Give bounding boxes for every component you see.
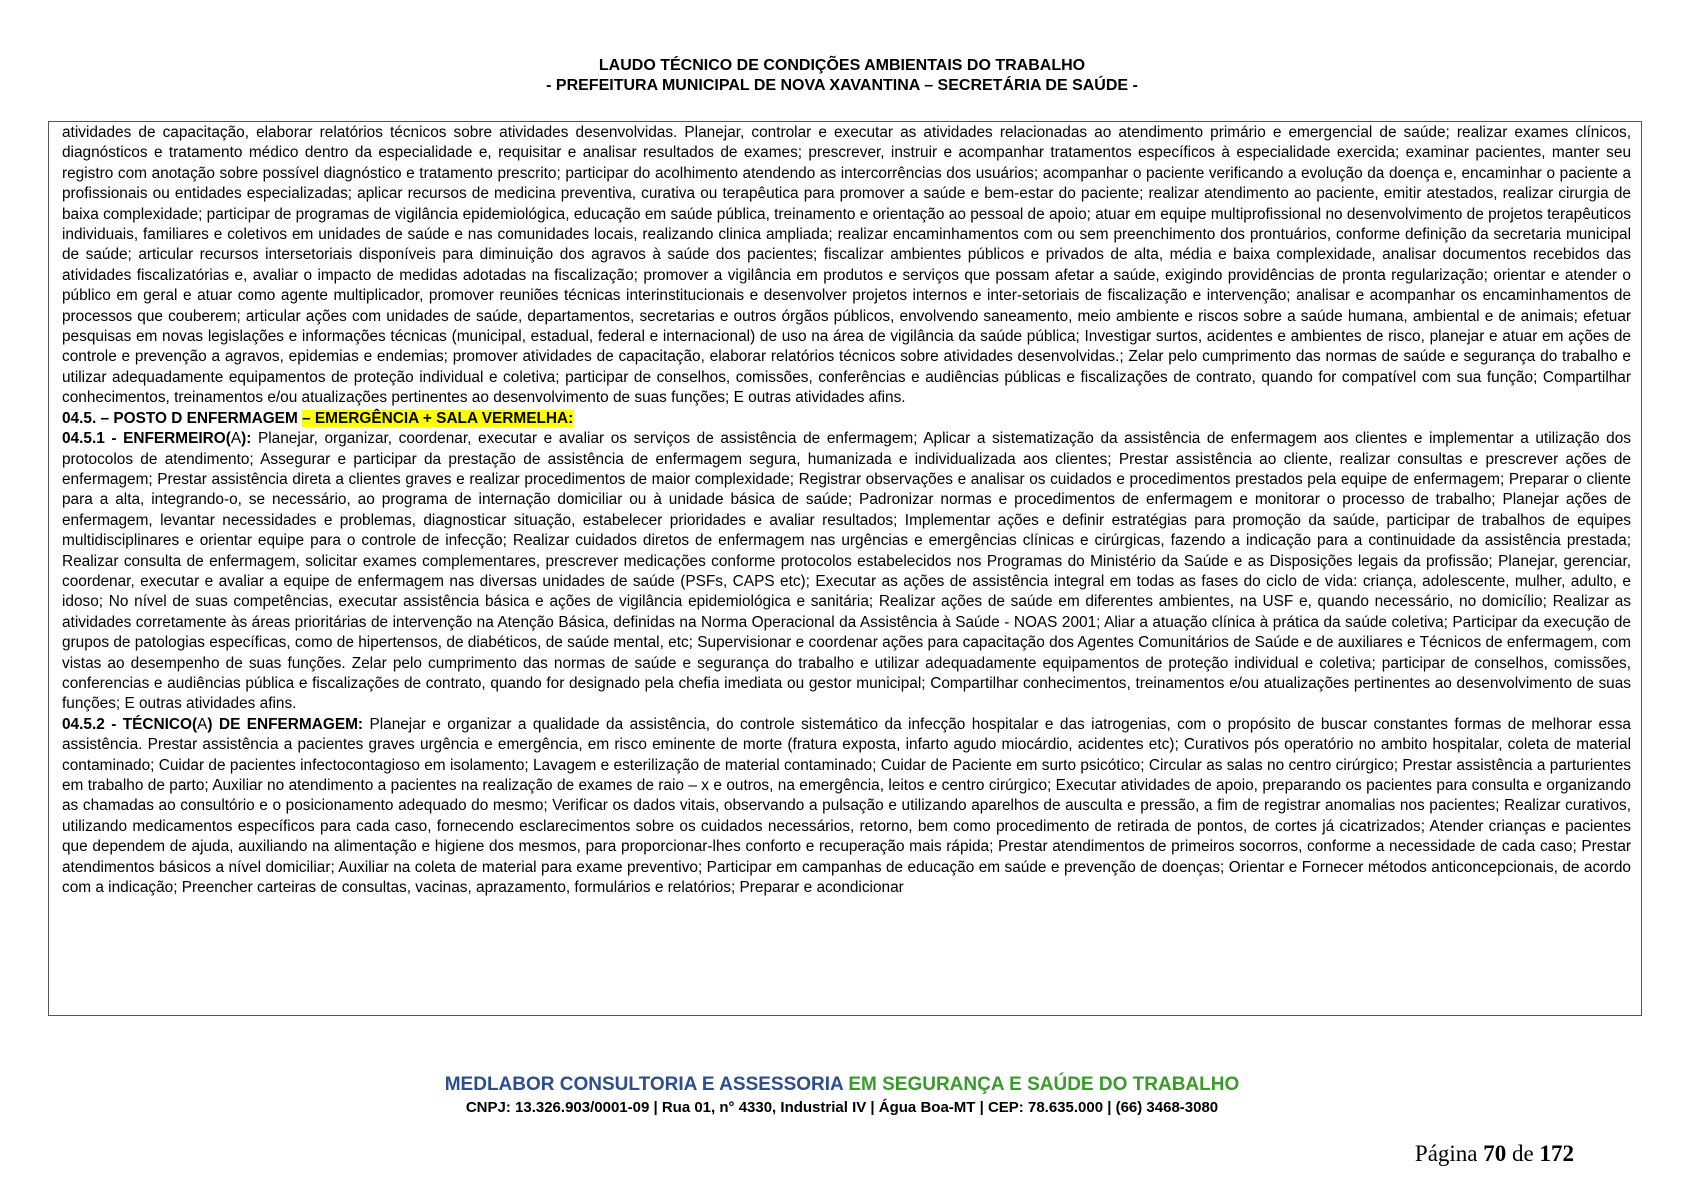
company-contact: CNPJ: 13.326.903/0001-09 | Rua 01, n° 4330, Industrial IV | Água Boa-MT | CEP: 78.635.000 | (66) 3468-3080 <box>465 1099 1219 1116</box>
enfermeiro-text: Planejar, organizar, coordenar, executar e avaliar os serviços de assistência de enfermagem; Aplicar a sistematização da assistência de enfermagem aos clientes e implementar a utilização dos protocolos de atendimento; Assegurar e participar da prestação de assistência de enfermagem segura, humanizada e individualizada aos clientes; Prestar assistência ao cliente, realizar consultas e prescrever ações de enfermagem; Prestar assistência direta a clientes graves e realizar procedimentos de maior complexidade; Registrar observações e analisar os cuidados e procedimentos prestados pela equipe de enfermagem; Preparar o cliente para a alta, integrando-o, se necessário, ao programa de internação domiciliar ou à unidade básica de saúde; Padronizar normas e procedimentos de enfermagem e monitorar o processo de trabalho; Planejar ações de enfermagem, levantar necessidades e problemas, diagnosticar situação, estabelecer prioridades e avaliar resultados; Implementar ações e definir estratégias para promoção da saúde, participar de trabalhos de equipes multidisciplinares e orientar equipe para o controle de infecção; Realizar cuidados diretos de enfermagem nas urgências e emergências clínicas e cirúrgicas, fazendo a indicação para a continuidade da assistência prestada; Realizar consulta de enfermagem, solicitar exames complementares, prescrever medicações conforme protocolos estabelecidos nos Programas do Ministério da Saúde e as Disposições legais da profissão; Planejar, gerenciar, coordenar, executar e avaliar a equipe de enfermagem nas diversas unidades de saúde (PSFs, CAPS etc); Executar as ações de assistência integral em todas as fases do ciclo de vida: criança, adolescente, mulher, adulto, e idoso; No nível de suas competências, executar assistência básica e ações de vigilância epidemiológica e sanitária; Realizar ações de saúde em diferentes ambientes, na USF e, quando necessário, no domicílio; Realizar as atividades corretamente às áreas prioritárias de intervenção na Atenção Básica, definidas na Norma Operacional da Assistência à Saúde - NOAS 2001; Aliar a atuação clínica à prática da saúde coletiva; Participar da execução de grupos de patologias específicas, como de hipertensos, de diabéticos, de saúde mental, etc; Supervisionar e coordenar ações para capacitação dos Agentes Comunitários de Saúde e de auxiliares e Técnicos de enfermagem, com vistas ao desempenho de suas funções. Zelar pelo cumprimento das normas de saúde e segurança do trabalho e utilizar adequadamente equipamentos de proteção individual e coletiva; participar de conselhos, comissões, conferencias e audiências pública e fiscalizações de contrato, quando for designado pela chefia imediata ou gestor municipal; Compartilhar conhecimentos, treinamentos e/ou atualizações pertinentes ao desenvolvimento de suas funções; E outras atividades afins. <box>62 430 1632 713</box>
continuation-paragraph: atividades de capacitação, elaborar relatórios técnicos sobre atividades desenvolvidas. Planejar, controlar e executar as atividades relacionadas ao atendimento primário e emergencial de saúde; realizar exames clínicos, diagnósticos e tratamento médico dentro da especialidade e, requisitar e analisar resultados de exames; prescrever, instruir e acompanhar tratamentos específicos à especialidade exercida; examinar pacientes, manter seu registro com anotação sobre possível diagnóstico e tratamento prescrito; participar do acolhimento atendendo as intercorrências dos usuários; acompanhar o paciente verificando a evolução da doença e, encaminhar o paciente a profissionais ou entidades especializadas; aplicar recursos de medicina preventiva, curativa ou terapêutica para promover a saúde e bem-estar do paciente; realizar atendimento ao paciente, emitir atestados, realizar cirurgia de baixa complexidade; participar de programas de vigilância epidemiológica, educação em saúde pública, treinamento e orientação ao pessoal de apoio; atuar em equipe multiprofissional no desenvolvimento de projetos terapêuticos individuais, familiares e coletivos em unidades de saúde e nas comunidades locais, realizando clinica ampliada; realizar encaminhamentos com ou sem preenchimento dos prontuários, conforme definição da secretaria municipal de saúde; articular recursos intersetoriais disponíveis para diminuição dos agravos à saúde dos pacientes; fiscalizar ambientes públicos e privados de alta, média e baixa complexidade, analisar documentos recebidos das atividades fiscalizatórias e, avaliar o impacto de medidas adotadas na fiscalização; promover a vigilância em produtos e serviços que possam afetar a saúde, exigindo providências de pronta regularização; orientar e atender o público em geral e atuar como agente multiplicador, promover reuniões técnicas interinstitucionais e desenvolver projetos internos e inter-setoriais de fiscalização e intervenção; analisar e acompanhar os encaminhamentos de processos que couberem; articular ações com unidades de saúde, departamentos, secretarias e outros órgãos públicos, envolvendo saneamento, meio ambiente e riscos sobre a saúde humana, ambiental e de animais; efetuar pesquisas em novas legislações e informações técnicas (municipal, estadual, federal e internacional) de uso na área de vigilância da saúde pública; Investigar surtos, acidentes e ambientes de risco, planejar e atuar em ações de controle e prevenção a agravos, epidemias e endemias; promover atividades de capacitação, elaborar relatórios técnicos sobre atividades desenvolvidas.; Zelar pelo cumprimento das normas de saúde e segurança do trabalho e utilizar adequadamente equipamentos de proteção individual e coletiva; participar de conselhos, comissões, conferências e audiências públicas e fiscalizações de contrato, quando for compatível com sua função; Compartilhar conhecimentos, treinamentos e/ou atualizações pertinentes ao desenvolvimento de suas funções; E outras atividades afins. <box>62 124 1631 407</box>
section-heading-highlight: – EMERGÊNCIA + SALA VERMELHA: <box>302 409 574 427</box>
tecnico-title-a: A <box>197 715 208 733</box>
tecnico-title: 04.5.2 - TÉCNICO( <box>62 715 198 733</box>
header-title: LAUDO TÉCNICO DE CONDIÇÕES AMBIENTAIS DO TRABALHO <box>598 57 1086 74</box>
tecnico-text: Planejar e organizar a qualidade da assistência, do controle sistemático da infecção hospitalar e das iatrogenias, com o propósito de buscar constantes formas de melhorar essa assistência. Prestar assistência a pacientes graves urgência e emergência, em risco eminente de morte (fratura exposta, infarto agudo miocárdio, acidentes etc); Curativos pós operatório no ambito hospitalar, coleta de material contaminado; Cuidar de pacientes infectocontagioso em isolamento; Lavagem e esterilização de material contaminado; Cuidar de Paciente em surto psicótico; Circular as salas no centro cirúrgico; Prestar assistência a parturientes em trabalho de parto; Auxiliar no atendimento a pacientes na realização de exames de raio – x e outros, na emergência, leitos e centro cirúrgico; Executar atividades de apoio, preparando os pacientes para consulta e organizando as chamadas ao consultório e o posicionamento adequado do mesmo; Verificar os dados vitais, observando a pulsação e utilizando aparelhos de ausculta e pressão, a fim de registrar anomalias nos pacientes; Realizar curativos, utilizando medicamentos específicos para cada caso, fornecendo esclarecimentos sobre os cuidados necessários, retorno, bem como procedimento de retirada de pontos, de cortes já cicatrizados; Atender crianças e pacientes que dependem de ajuda, auxiliando na alimentação e higiene dos mesmos, para proporcionar-lhes conforto e recuperação mais rápida; Prestar atendimentos de primeiros socorros, conforme a necessidade de cada caso; Prestar atendimentos básicos a nível domiciliar; Auxiliar na coleta de material para exame preventivo; Participar em campanhas de educação em saúde e prevenção de doenças; Orientar e Fornecer métodos anticoncepcionais, de acordo com a indicação; Preencher carteiras de consultas, vacinas, aprazamento, formulários e relatórios; Preparar e acondicionar <box>62 715 1631 897</box>
company-name-blue: MEDLABOR CONSULTORIA E ASSESSORIA <box>444 1074 844 1095</box>
page-number: Página 70 de 172 <box>1414 1141 1574 1166</box>
page-total: 172 <box>1539 1141 1574 1166</box>
header-subtitle: - PREFEITURA MUNICIPAL DE NOVA XAVANTINA – SECRETÁRIA DE SAÚDE - <box>546 77 1138 94</box>
section-heading-text: 04.5. – POSTO D ENFERMAGEM <box>62 409 303 427</box>
enfermeiro-title-a: A <box>230 430 242 448</box>
enfermeiro-title: 04.5.1 - ENFERMEIRO( <box>62 430 231 448</box>
document-footer <box>0 1073 1684 1118</box>
tecnico-paragraph: 04.5.2 - TÉCNICO(A) DE ENFERMAGEM: Planejar e organizar a qualidade da assistência, do controle sistemático da infecção hospitalar e das iatrogenias, com o propósito de buscar constantes formas de melhorar essa assistência. Prestar assistência a pacientes graves urgência e emergência, em risco eminente de morte (fratura exposta, infarto agudo miocárdio, acidentes etc); Curativos pós operatório no ambito hospitalar, coleta de material contaminado; Cuidar de pacientes infectocontagioso em isolamento; Lavagem e esterilização de material contaminado; Cuidar de Paciente em surto psicótico; Circular as salas no centro cirúrgico; Prestar assistência a parturientes em trabalho de parto; Auxiliar no atendimento a pacientes na realização de exames de raio – x e outros, na emergência, leitos e centro cirúrgico; Executar atividades de apoio, preparando os pacientes para consulta e organizando as chamadas ao consultório e o posicionamento adequado do mesmo; Verificar os dados vitais, observando a pulsação e utilizando aparelhos de ausculta e pressão, a fim de registrar anomalias nos pacientes; Realizar curativos, utilizando medicamentos específicos para cada caso, fornecendo esclarecimentos sobre os cuidados necessários, retorno, bem como procedimento de retirada de pontos, de cortes já cicatrizados; Atender crianças e pacientes que dependem de ajuda, auxiliando na alimentação e higiene dos mesmos, para proporcionar-lhes conforto e recuperação mais rápida; Prestar atendimentos de primeiros socorros, conforme a necessidade de cada caso; Prestar atendimentos básicos a nível domiciliar; Auxiliar na coleta de material para exame preventivo; Participar em campanhas de educação em saúde e prevenção de doenças; Orientar e Fornecer métodos anticoncepcionais, de acordo com a indicação; Preencher carteiras de consultas, vacinas, aprazamento, formulários e relatórios; Preparar e acondicionar <box>62 715 1631 897</box>
section-heading <box>62 409 1631 429</box>
page-current: 70 <box>1483 1141 1507 1166</box>
document-header <box>0 56 1684 96</box>
company-name <box>0 1073 1684 1097</box>
content-box <box>48 121 1642 1016</box>
company-name-green: EM SEGURANÇA E SAÚDE DO TRABALHO <box>843 1074 1240 1095</box>
enfermeiro-paragraph: 04.5.1 - ENFERMEIRO(A): Planejar, organizar, coordenar, executar e avaliar os serviços de assistência de enfermagem; Aplicar a sistematização da assistência de enfermagem aos clientes e implementar a utilização dos protocolos de atendimento; Assegurar e participar da prestação de assistência de enfermagem segura, humanizada e individualizada aos clientes; Prestar assistência ao cliente, realizar consultas e prescrever ações de enfermagem; Prestar assistência direta a clientes graves e realizar procedimentos de maior complexidade; Registrar observações e analisar os cuidados e procedimentos prestados pela equipe de enfermagem; Preparar o cliente para a alta, integrando-o, se necessário, ao programa de internação domiciliar ou à unidade básica de saúde; Padronizar normas e procedimentos de enfermagem e monitorar o processo de trabalho; Planejar ações de enfermagem, levantar necessidades e problemas, diagnosticar situação, estabelecer prioridades e avaliar resultados; Implementar ações e definir estratégias para promoção da saúde, participar de trabalhos de equipes multidisciplinares e orientar equipe para o controle de infecção; Realizar cuidados diretos de enfermagem nas urgências e emergências clínicas e cirúrgicas, fazendo a indicação para a continuidade da assistência prestada; Realizar consulta de enfermagem, solicitar exames complementares, prescrever medicações conforme protocolos estabelecidos nos Programas do Ministério da Saúde e as Disposições legais da profissão; Planejar, gerenciar, coordenar, executar e avaliar a equipe de enfermagem nas diversas unidades de saúde (PSFs, CAPS etc); Executar as ações de assistência integral em todas as fases do ciclo de vida: criança, adolescente, mulher, adulto, e idoso; No nível de suas competências, executar assistência básica e ações de vigilância epidemiológica e sanitária; Realizar ações de saúde em diferentes ambientes, na USF e, quando necessário, no domicílio; Realizar as atividades corretamente às áreas prioritárias de intervenção na Atenção Básica, definidas na Norma Operacional da Assistência à Saúde - NOAS 2001; Aliar a atuação clínica à prática da saúde coletiva; Participar da execução de grupos de patologias específicas, como de hipertensos, de diabéticos, de saúde mental, etc; Supervisionar e coordenar ações para capacitação dos Agentes Comunitários de Saúde e de auxiliares e Técnicos de enfermagem, com vistas ao desempenho de suas funções. Zelar pelo cumprimento das normas de saúde e segurança do trabalho e utilizar adequadamente equipamentos de proteção individual e coletiva; participar de conselhos, comissões, conferencias e audiências pública e fiscalizações de contrato, quando for designado pela chefia imediata ou gestor municipal; Compartilhar conhecimentos, treinamentos e/ou atualizações pertinentes ao desenvolvimento de suas funções; E outras atividades afins. <box>62 430 1632 713</box>
